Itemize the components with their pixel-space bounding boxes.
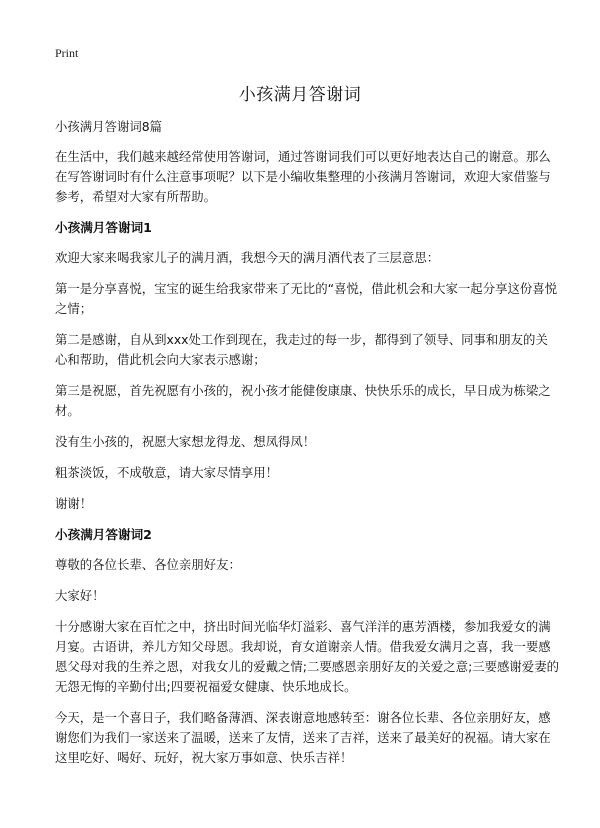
paragraph: 没有生小孩的，祝愿大家想龙得龙、想凤得凤！ bbox=[55, 434, 316, 449]
paragraph: 第二是感谢，自从到xxx处工作到现在，我走过的每一步，都得到了领导、同事和朋友的关心和帮助，借此机会向大家表示感谢； bbox=[55, 332, 548, 367]
paragraph: 第一是分享喜悦，宝宝的诞生给我家带来了无比的“喜悦，借此机会和大家一起分享这份喜悦之情； bbox=[55, 281, 558, 316]
paragraph: 欢迎大家来喝我家儿子的满月酒，我想今天的满月酒代表了三层意思： bbox=[55, 250, 440, 265]
paragraph: 谢谢！ bbox=[55, 496, 93, 511]
paragraph: 大家好！ bbox=[55, 588, 105, 603]
paragraph: 今天，是一个喜日子，我们略备薄酒、深表谢意地感转至：谢各位长辈、各位亲朋好友，感谢您们为我们一家送来了温暖，送来了友情，送来了吉祥，送来了最美好的祝福。请大家在这里吃好、喝好、玩好，祝大家万事如意、快乐吉祥！ bbox=[55, 710, 551, 765]
paragraph: 粗茶淡饭，不成敬意，请大家尽情享用！ bbox=[55, 465, 279, 480]
paragraph: 第三是祝愿，首先祝愿有小孩的，祝小孩才能健俊康康、快快乐乐的成长，早日成为栋梁之材。 bbox=[55, 383, 551, 418]
page-title: 小孩满月答谢词 bbox=[238, 85, 362, 105]
document-body bbox=[55, 117, 560, 779]
document-subtitle: 小孩满月答谢词8篇 bbox=[55, 119, 163, 134]
section-heading-1: 小孩满月答谢词1 bbox=[55, 220, 152, 235]
paragraph: 十分感谢大家在百忙之中，挤出时间光临华灯溢彩、喜气洋洋的惠芳酒楼，参加我爱女的满月宴。古语讲，养儿方知父母恩。我却说，育女道谢亲人情。借我爱女满月之喜，我一要感恩父母对我的生养之恩，对我女儿的爱戴之情;二要感恩亲朋好友的关爱之意;三要感谢爱妻的无怨无悔的辛勤付出;四要祝福爱女健康、快乐地成长。 bbox=[55, 619, 559, 694]
paragraph: 尊敬的各位长辈、各位亲朋好友： bbox=[55, 557, 241, 572]
intro-paragraph: 在生活中，我们越来越经常使用答谢词，通过答谢词我们可以更好地表达自己的谢意。那么在写答谢词时有什么注意事项呢？以下是小编收集整理的小孩满月答谢词，欢迎大家借鉴与参考，希望对大家有所帮助。 bbox=[55, 149, 551, 204]
print-link[interactable]: Print bbox=[55, 46, 79, 60]
section-heading-2: 小孩满月答谢词2 bbox=[55, 527, 152, 542]
